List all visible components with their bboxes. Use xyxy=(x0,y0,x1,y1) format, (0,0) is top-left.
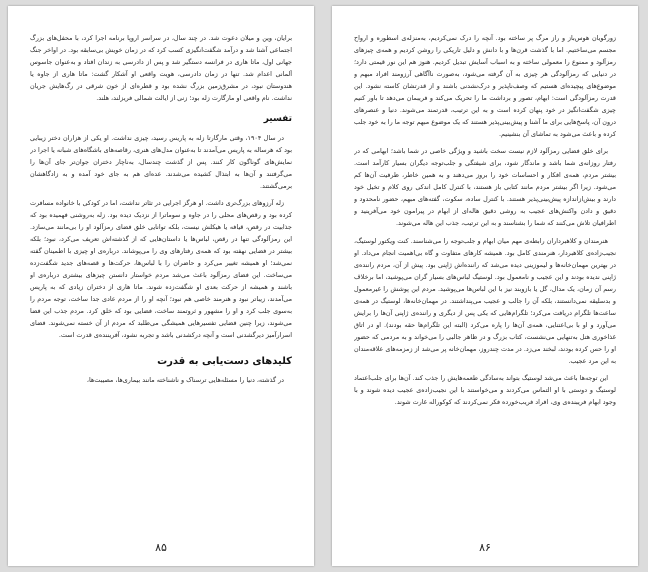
paragraph: این توجه‌ها باعث می‌شد لوستیگ بتواند به‌سادگی طعمه‌هایش را جذب کند. آن‌ها برای جلب‌اعتماد لوستیگ و دوستی با او التماس می‌کردند و می‌خواستند با این نجیب‌زاده‌ی عجیب دیده شوند و با وجود ابهام فریبنده‌ی وی، افراد فریب‌خورده فکر نمی‌کردند که کوکوراله غارت شوند. xyxy=(354,373,616,406)
page-number: ۸۵ xyxy=(155,541,167,554)
section-heading: تفسیر xyxy=(263,114,292,125)
paragraph: زله آرزوهای بزرگ‌تری داشت. او هرگز اجرایی در تئاتر نداشت، اما در کودکی با خانواده مسافرت کرده بود و رقص‌های محلی را در جاوه و سوماترا از نزدیک دیده بود. زله به‌روشنی فهمیده بود که جذابیت در رقص، قیافه یا هیکلش نیست، بلکه توانایی خلق فضای رمزآلود او را بی‌مانند می‌سازد. این رمزآلودگی تنها در رقص، لباس‌ها یا داستان‌هایی که از گذشته‌اش تعریف می‌کرد، نبود؛ بلکه بیشتر در فضایی نهفته بود که همه‌ی رفتارهای وی را می‌پوشاند. درباره‌ی او چیزی با اطمینان گفته نمی‌شد؛ او همیشه تغییر می‌کرد و حاضران را با لباس‌ها، حرکت‌ها و قصه‌های جدید شگفت‌زده می‌ساخت. این فضای رمزآلود باعث می‌شد مردم خواستار دانستن چیزهای بیشتری درباره‌ی او باشند و همیشه از حرکت بعدی او شگفت‌زده شوند. ماتا هاری از دختران زیادی که به پاریس می‌آمدند، زیباتر نبود و هنرمند خاصی هم نبود؛ آنچه او را از مردم عادی جدا ساخت، توجه مردم را به‌سوی جلب کرد و او را مشهور و ثروتمند ساخت، فضایی بود که خلق کرد. مردم جذب این فضا می‌شوند، زیرا چنین فضایی تفسیرهایی همیشگی می‌طلبد که مردم از آن خسته نمی‌شوند. فضای اسرارآمیز دیرگشدنی است و آنچه درکشدنی باشد و تجربه نشود، آفریننده‌ی قدرت است. xyxy=(30,199,292,340)
page-text-body xyxy=(30,32,292,526)
paragraph: هنرمندان و کلاهبرداران رابطه‌ی مهم میان ابهام و جلب‌توجه را می‌شناسند. کنت ویکتور لوستیگ، نجیب‌زاده‌ی کلاهبردار، هنرمندی کامل بود. همیشه کارهای متفاوت و گاه بی‌اهمیت انجام می‌داد. او در بهترین مهمان‌خانه‌ها و لیموزینی دیده می‌شد که راننده‌اش ژاپنی بود. پیش از آن، مردم راننده‌ی ژاپنی ندیده بودند و این عجیب و نامعمول بود. لوستیگ لباس‌های بسیار گران می‌پوشید، اما برخلاف رسم آن زمان، یک مدال، گل یا بازوبند نیز با این لباس‌ها می‌پوشید. مردم این پوشش را غیرمعمول و بدسلیقه نمی‌دانستند، بلکه آن را جالب و عجیب می‌پنداشتند. در مهمان‌خانه‌ها، لوستیگ در همه‌ی ساعت‌ها تلگرام دریافت می‌کرد؛ تلگرام‌هایی که یکی پس از دیگری و راننده‌ی ژاپنی آن‌ها را برایش می‌آورد و او با بی‌اعتنایی، همه‌ی آن‌ها را پاره می‌کرد (البته این تلگرام‌ها حقه بودند). او در اتاق غذاخوری هتل به‌تنهایی می‌نشست، کتاب بزرگ و در ظاهر جالبی را می‌خواند و به مردمی که حضور او را حس کرده بودند، لبخند می‌زد. در مدت چندروز، مهمان‌خانه پر می‌شد از زمزمه‌های علاقه‌مندان به این مرد عجیب. xyxy=(354,236,616,365)
section-heading: کلیدهای دست‌یابی به قدرت xyxy=(157,356,292,368)
paragraph: برای خلق فضایی رمزآلود لازم نیست سخت باشید و ویژگی خاصی در شما باشد؛ ابهامی که در رفتار روزانه‌ی شما باشد و ماندگار شود، برای شیفتگی و جلب‌توجه دیگران بسیار کارآمد است. بیشتر مردم، همه‌ی افکار و احساسات خود را بروز می‌دهند و به همین خاطر، ظرفیت آن‌ها کم می‌شود. زیرا اگر بیشتر مردم مانند کتابی باز هستند، با کنترل کامل اندکی روی کلام و تخیل خود دارند و بیش‌ازاندازه پیش‌بینی‌پذیر هستند. با کنترل ساده، سکوت، گفته‌های مبهم، حضور نامحدود و دقیق و دادن واکنش‌های عجیب به روشی دقیق هاله‌ای از ابهام در پیرامون خود می‌آفرینید و اطرافیان تلاش می‌کنند که شما را بشناسند و به این ترتیب، جذب این هاله می‌شوند. xyxy=(354,147,616,228)
book-page-right xyxy=(332,6,638,566)
paragraph: در سال ۱۹۰۴، وقتی مارگارتا زله به پاریس رسید، چیزی نداشت. او یکی از هزاران دختر زیبایی بود که هرساله به پاریس می‌آمدند تا به‌عنوان مدل‌های هنری، رقاصه‌های باشگاه‌های شبانه یا اجرا در نمایش‌های گوناگون کار کنند. پس از گذشت چندسال، به‌ناچار دختران جوان‌تر جای آن‌ها را می‌گرفتند و آن‌ها به ابتذال کشیده می‌شدند. عده‌ای هم به جای خود آمده و به زادگاهشان برمی‌گشتند. xyxy=(30,133,292,190)
page-number: ۸۶ xyxy=(479,541,491,554)
page-text-body xyxy=(354,32,616,526)
paragraph: در گذشته، دنیا را مسئله‌هایی ترسناک و ناشناخته مانند بیماری‌ها، مصیبت‌ها، xyxy=(86,376,284,385)
paragraph: زورگویان هوس‌باز و راز مرگ پر ساخته بود. آنچه را درک نمی‌کردیم، به‌منزله‌ی اسطوره و ارواح مجسم می‌ساختیم. اما با گذشت قرن‌ها و با دانش و دلیل تاریکی را روشن کردیم و همه‌ی چیزهای رمزآلود و ممنوع را معمولی ساخته و به اسباب آسایش تبدیل کردیم. هنوز هم این نور قیمتی دارد؛ در دنیایی که رمزآلودگی هر چیزی به آن گرفته می‌شود، به‌صورت ناآگاهی آرزومند افراد مبهم و موضوع‌های پیچیده‌ای هستیم که وصف‌ناپذیر و درک‌نشدنی باشند و از قدرتشان کاسته نشود. این قدرت رمزآلودگی است: ابهام، تصور و برداشت ما را تحریک می‌کند و فریبمان می‌دهد تا باور کنیم چیزی شگفت‌انگیز در خود پنهان کرده است و به این ترتیب، قدرتمند می‌شوند. دنیا و عنصرهای درون آن، پاسخ‌هایی برای ما آشنا و پیش‌بینی‌پذیر هستند که یک موضوع مبهم توجه ما را به خود جلب کرده و باعث می‌شود به تماشای آن بنشینیم. xyxy=(354,34,616,139)
paragraph: برایان، وین و میلان دعوت شد. در چند سال، در سراسر اروپا برنامه اجرا کرد، با محفل‌های بزرگ اجتماعی آشنا شد و درآمد شگفت‌انگیزی کسب کرد که در زمان خویش بی‌سابقه بود. در اواخر جنگ جهانی اول، ماتا هاری در فرانسه دستگیر شد و پس از دادرسی به زندان افتاد و به‌عنوان جاسوس آلمانی اعدام شد. تنها در زمان دادرسی، هویت واقعی او آشکار گشت: ماتا هاری از جاوه یا هندوستان نبود، در مشرق‌زمین بزرگ نشده بود و قطره‌ای از خون شرقی در رگ‌هایش جریان نداشت. نام واقعی او مارگارت زله بود؛ زنی از ایالت شمالی فریزلند، هلند. xyxy=(30,34,292,103)
book-page-left xyxy=(8,6,314,566)
